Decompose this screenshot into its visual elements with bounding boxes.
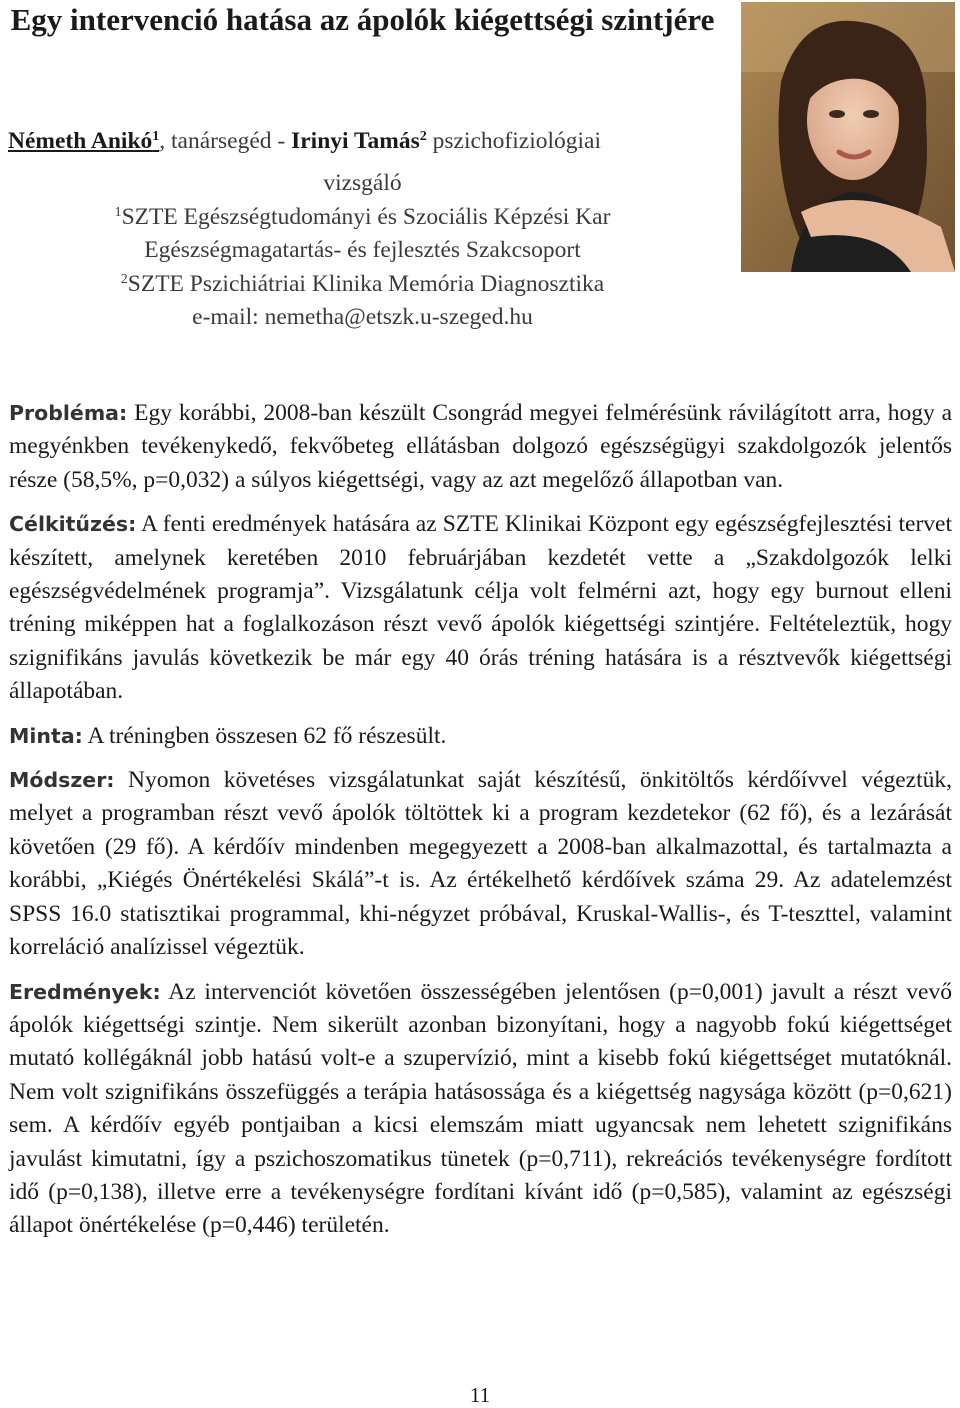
author-1-name [8,128,159,154]
author-1-sup: 1 [152,129,160,144]
author-2-role: pszichofiziológiai [426,128,601,154]
section-label: Módszer: [9,768,115,793]
author-line [8,125,708,157]
page-number: 11 [469,1383,491,1407]
section-label: Célkitűzés: [9,512,137,537]
section-text: A tréningben összesen 62 fő részesült. [82,722,447,749]
author-2-name-text: Irinyi Tamás [291,128,420,154]
affiliation-4-sup: 2 [120,271,128,287]
section-eredmenyek [9,976,952,1243]
affiliation-line-4 [0,268,725,302]
section-minta [9,720,952,753]
author-email: e-mail: nemetha@etszk.u-szeged.hu [192,304,533,330]
affiliation-line-3: Egészségmagatartás- és fejlesztés Szakcsoport [144,237,581,263]
affiliation-line-1: vizsgáló [323,170,402,196]
section-text: Nyomon követéses vizsgálatunkat saját készítésű, önkitöltős kérdőívvel végeztük, melyet a programban részt vevő ápolók töltöttek ki a program kezdetekor (62 fő), és a lezárását követően (29 fő). A kérdőív mindenben megegyezett a 2008-ban alkalmazottal, és tartalmazta a korábbi, „Kiégés Önértékelési Skálá”-t is. Az értékelhető kérdőívek száma 29. Az adatelemzést SPSS 16.0 statisztikai programmal, khi-négyzet próbával, Kruskal-Wallis-, és T-teszttel, valamint korreláció analízissel végeztük. [9,767,952,961]
affiliation-2-sup: 1 [114,204,122,220]
section-label: Eredmények: [9,979,161,1004]
section-modszer [9,764,952,964]
section-celkituzes [9,508,952,708]
section-label: Minta: [9,723,83,748]
section-text: Az intervenciót követően összességében jelentősen (p=0,001) javult a részt vevő ápolók kiégettségi szintje. Nem sikerült azonban bizonyítani, hogy a nagyobb fokú kiégettséget mutató kollégáknál jobb hatású volt-e a szupervízió, mint a kisebb fokú kiégettséget mutatóknál. Nem volt szignifikáns összefüggés a terápia hatásossága és a kiégettség nagysága között (p=0,621) sem. A kérdőív egyéb pontjaiban a kicsi elemszám miatt ugyancsak nem lehetett szignifikáns javulást kimutatni, így a pszichoszomatikus tünetek (p=0,711), rekreációs tevékenységre fordított idő (p=0,138), illetve erre a tevékenységre fordítani kívánt idő (p=0,585), valamint az egészségi állapot önértékelése (p=0,446) területén. [9,978,952,1239]
author-1-name-text: Németh Anikó [8,128,153,154]
author-2-name [291,128,427,154]
author-1-role: , tanársegéd - [159,128,292,154]
author-2-sup: 2 [419,129,427,144]
affiliation-2-text: SZTE Egészségtudományi és Szociális Képzési Kar [121,203,611,230]
section-label: Probléma: [9,401,128,425]
author-photo-illustration [741,2,955,272]
affiliation-line-2 [0,201,725,235]
author-photo [741,2,955,272]
affiliation-4-text: SZTE Pszichiátriai Klinika Memória Diagnosztika [127,270,605,297]
affiliations [0,167,725,335]
article-title: Egy intervenció hatása az ápolók kiégettségi szintjére [10,2,715,37]
section-problema [9,397,952,497]
section-text: Egy korábbi, 2008-ban készült Csongrád megyei felmérésünk rávilágított arra, hogy a megyénkben tevékenykedő, fekvőbeteg ellátásban dolgozó egészségügyi szakdolgozók jelentős része (58,5%, p=0,032) a súlyos kiégettségi, vagy az azt megelőző állapotban van. [9,400,952,493]
article-body [9,397,952,1254]
section-text: A fenti eredmények hatására az SZTE Klinikai Központ egy egészségfejlesztési tervet készített, amelynek keretében 2010 februárjában kezdetét vette a „Szakdolgozók lelki egészségvédelmének programja”. Vizsgálatunk célja volt felmérni azt, hogy egy burnout elleni tréning miképpen hat a foglalkozáson részt vevő ápolók kiégettségi szintjére. Feltételeztük, hogy szignifikáns javulás következik be már egy 40 órás tréning hatására is a résztvevők kiégettségi állapotában. [9,511,952,705]
